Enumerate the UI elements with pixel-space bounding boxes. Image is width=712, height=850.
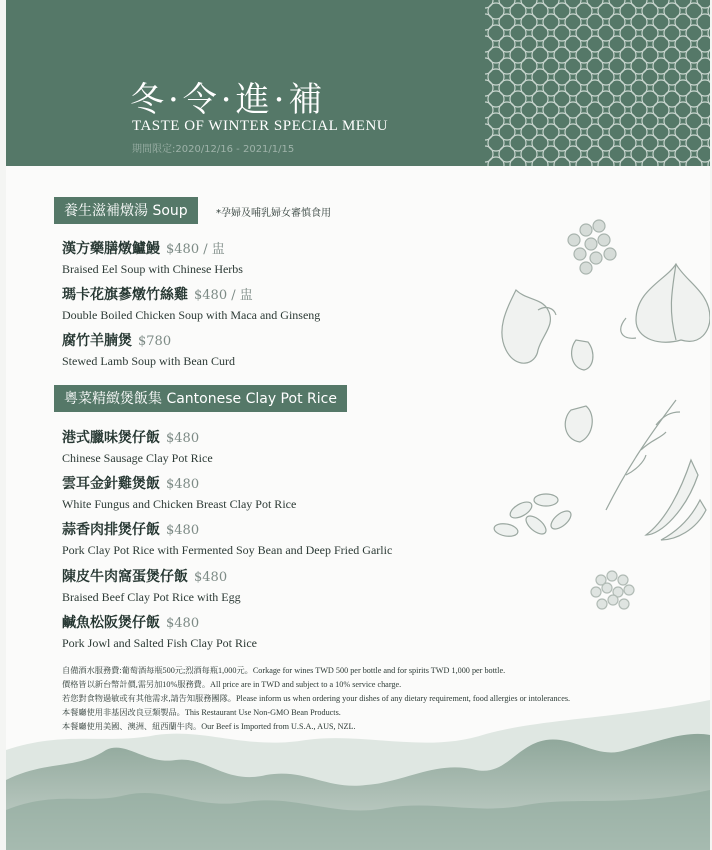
footer-line: 本餐廳使用美國、澳洲、紐西蘭牛肉。Our Beef is Imported from U.S.A., AUS, NZL. [62, 722, 356, 731]
item-name-english: Braised Eel Soup with Chinese Herbs [62, 262, 243, 276]
herbs-illustration [476, 200, 710, 620]
footer-line: 自備酒水服務費:葡萄酒每瓶500元;烈酒每瓶1,000元。Corkage for wines TWD 500 per bottle and for spirits TWD 1,000 per bottle. [62, 666, 506, 675]
item-price: $480 / 盅 [166, 242, 225, 257]
item-price: $480 [194, 570, 228, 585]
menu-footer-notes [62, 664, 682, 734]
item-price: $480 [166, 477, 200, 492]
footer-line: 若您對食物過敏或有其他需求,請告知服務團隊。Please inform us when ordering your dishes of any dietary requirement, food allergies or intolerances. [62, 694, 571, 703]
menu-page [6, 0, 710, 850]
garlic-icon [621, 264, 710, 342]
menu-item [62, 238, 243, 277]
menu-item [62, 330, 235, 369]
star-anise-icon [493, 494, 574, 538]
item-name-chinese: 瑪卡花旗蔘燉竹絲雞 [62, 287, 188, 303]
menu-item [62, 473, 296, 512]
menu-item [62, 519, 392, 558]
item-name-chinese: 漢方藥膳燉鱸鰻 [62, 241, 160, 257]
footer-line: 本餐廳使用非基因改良豆類製品。This Restaurant Use Non-GMO Bean Products. [62, 708, 341, 717]
clove-icon [572, 340, 593, 370]
menu-title-english: TASTE OF WINTER SPECIAL MENU [132, 118, 389, 134]
item-name-chinese: 陳皮牛肉窩蛋煲仔飯 [62, 569, 188, 585]
leaf-icon [565, 406, 592, 442]
menu-item [62, 284, 320, 323]
item-price: $480 / 盅 [194, 288, 253, 303]
menu-item [62, 427, 213, 466]
ginger-icon [502, 290, 556, 363]
menu-item [62, 612, 257, 651]
item-price: $480 [166, 616, 200, 631]
item-name-english: Pork Clay Pot Rice with Fermented Soy Bean and Deep Fried Garlic [62, 543, 393, 557]
menu-header [6, 0, 710, 166]
item-name-chinese: 雲耳金針雞煲飯 [62, 476, 160, 492]
item-name-english: Braised Beef Clay Pot Rice with Egg [62, 590, 241, 604]
menu-title-chinese: 冬·令·進·補 [130, 80, 327, 120]
menu-item [62, 566, 241, 605]
item-name-english: White Fungus and Chicken Breast Clay Pot Rice [62, 497, 297, 511]
item-name-english: Stewed Lamb Soup with Bean Curd [62, 354, 235, 368]
rice-section-tag: 粵菜精緻煲飯集 Cantonese Clay Pot Rice [54, 385, 347, 412]
peppercorn-icon [568, 220, 616, 274]
item-price: $480 [166, 431, 200, 446]
seed-cluster-icon [591, 571, 634, 609]
herb-sprig-icon [606, 400, 680, 510]
item-name-chinese: 港式臘味煲仔飯 [62, 430, 160, 446]
item-name-english: Chinese Sausage Clay Pot Rice [62, 451, 213, 465]
soup-section-tag: 養生滋補燉湯 Soup [54, 197, 198, 224]
item-name-english: Pork Jowl and Salted Fish Clay Pot Rice [62, 636, 257, 650]
item-price: $480 [166, 523, 200, 538]
chili-pepper-icon [646, 460, 706, 540]
item-price: $780 [138, 334, 172, 349]
lattice-pattern [485, 0, 710, 166]
item-name-chinese: 腐竹羊腩煲 [62, 333, 132, 349]
item-name-chinese: 蒜香肉排煲仔飯 [62, 522, 160, 538]
item-name-english: Double Boiled Chicken Soup with Maca and Ginseng [62, 308, 321, 322]
promotion-period: 期間限定:2020/12/16 - 2021/1/15 [132, 144, 295, 155]
soup-caution-note: *孕婦及哺乳婦女審慎食用 [216, 208, 331, 219]
footer-line: 價格皆以新台幣計價,需另加10%服務費。All price are in TWD and subject to a 10% service charge. [62, 680, 402, 689]
item-name-chinese: 鹹魚松阪煲仔飯 [62, 615, 160, 631]
